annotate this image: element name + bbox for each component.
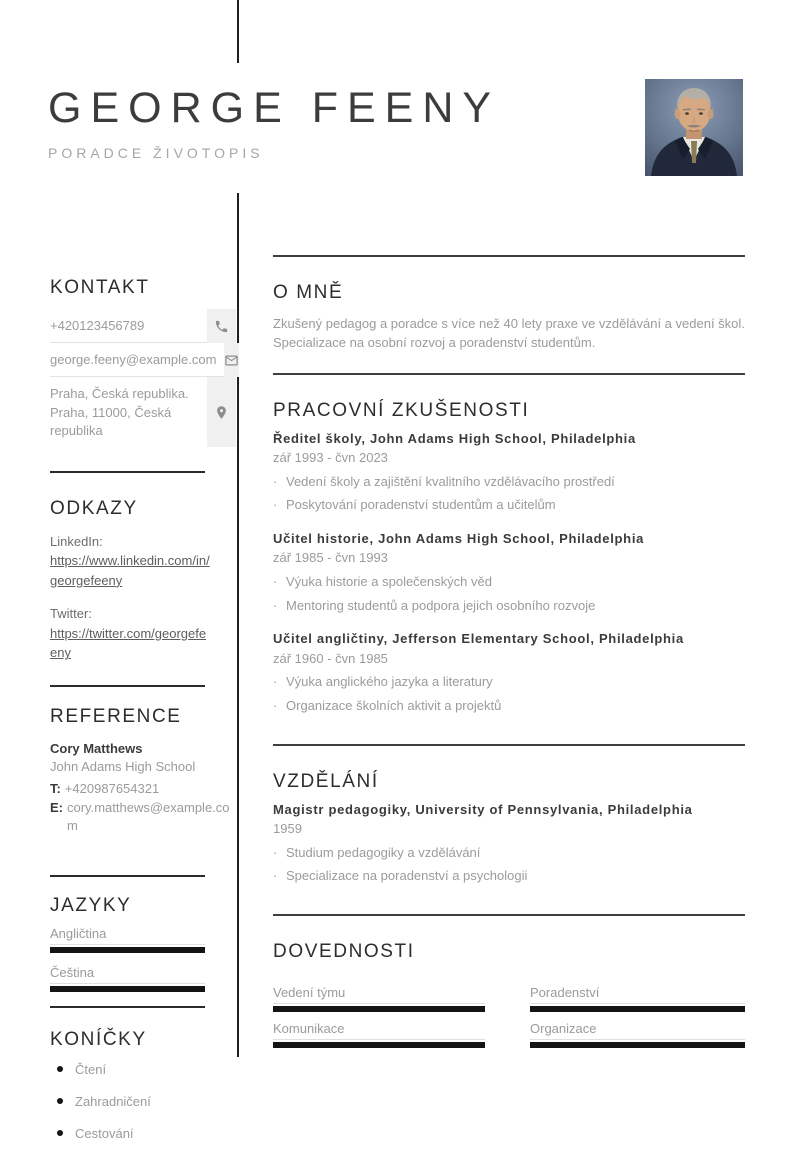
hobbies-heading: KONÍČKY [50,1028,147,1050]
job-title: Učitel angličtiny, Jefferson Elementary School, Philadelphia [273,631,684,647]
job-dates: zář 1985 - čvn 1993 [273,550,388,566]
twitter-label: Twitter: [50,606,92,622]
skill-level-bar [273,1042,485,1048]
bullet-dot-icon [57,1066,63,1072]
language-item [50,965,236,992]
profile-photo [645,79,743,176]
skills-heading: DOVEDNOSTI [273,940,415,962]
about-heading: O MNĚ [273,282,344,303]
header [48,84,608,161]
language-level-bar [50,947,205,953]
job-dates: zář 1960 - čvn 1985 [273,650,388,666]
job-bullet [273,597,745,615]
email-value: george.feeny@example.com [50,343,224,377]
reference-email-label: E: [50,799,63,815]
sidebar-section-divider [50,875,205,877]
degree-entry [273,803,745,885]
contact-row-address [50,377,236,447]
hobby-item [50,1126,236,1141]
reference-phone-value: +420987654321 [64,781,160,797]
sidebar-section-divider [50,471,205,473]
hobby-label: Cestování [75,1125,134,1141]
bullet-glyph: · [273,844,278,860]
languages-list [50,926,236,992]
twitter-link[interactable]: https://twitter.com/georgefeeny [50,625,207,661]
about-text: Zkušený pedagog a poradce s více než 40 lety praxe ve vzdělávání a vedení škol. Specializace na osobní rozvoj a poradenství studentům. [273,316,745,350]
job-title: Učitel historie, John Adams High School, Philadelphia [273,530,645,546]
skill-level-bar [530,1006,745,1012]
job-bullet-text: Výuka anglického jazyka a literatury [286,674,493,690]
main-section-divider [273,744,745,746]
degree-bullet [273,867,745,885]
education-heading: VZDĚLÁNÍ [273,770,379,792]
reference-email-row [50,799,236,835]
sidebar-section-divider [50,685,205,687]
contact-rows [50,309,236,447]
address-line-1: Praha, Česká republika. [50,386,189,402]
job-bullet [273,473,745,491]
job-bullet-text: Organizace školních aktivit a projektů [286,697,502,713]
skill-name: Vedení týmu [273,985,485,1004]
job-bullet [273,573,745,591]
job-bullet-text: Vedení školy a zajištění kvalitního vzdělávacího prostředí [286,473,615,489]
contact-heading: KONTAKT [50,277,150,298]
degree-bullet-text: Studium pedagogiky a vzdělávání [286,844,481,860]
phone-value: +420123456789 [50,309,207,343]
sidebar-section-divider [50,1006,205,1008]
main-column [273,255,745,1048]
reference-email-value: cory.matthews@example.com [67,799,230,833]
job-bullets [273,473,745,514]
linkedin-label: LinkedIn: [50,533,103,549]
links-section [50,497,236,663]
bullet-glyph: · [273,597,278,613]
bullet-glyph: · [273,574,278,590]
hobby-item [50,1062,236,1077]
bullet-dot-icon [57,1130,63,1136]
skill-item [530,985,745,1012]
job-bullet [273,697,745,715]
job-bullet-text: Poskytování poradenství studentům a učitelům [286,497,556,513]
skill-name: Organizace [530,1021,745,1040]
link-item-twitter [50,604,236,663]
hobby-label: Čtení [75,1061,107,1077]
hobbies-list [50,1062,236,1141]
bullet-glyph: · [273,473,278,489]
bullet-dot-icon [57,1098,63,1104]
main-section-divider [273,255,745,257]
job-bullet [273,673,745,691]
skill-level-bar [530,1042,745,1048]
links-heading: ODKAZY [50,497,138,519]
location-pin-icon [207,377,236,447]
job-bullets [273,573,745,614]
linkedin-link[interactable]: https://www.linkedin.com/in/georgefeeny [50,553,210,588]
candidate-name: GEORGE FEENY [48,84,501,132]
skill-name: Komunikace [273,1021,485,1040]
hobbies-section [50,1028,236,1141]
column-divider-line [237,193,239,1057]
link-item-linkedin [50,532,236,591]
top-divider-line [237,0,239,63]
experience-heading: PRACOVNÍ ZKUŠENOSTI [273,399,530,421]
profile-photo-illustration [645,79,743,176]
reference-section [50,705,236,835]
degree-bullets [273,844,745,885]
degree-dates: 1959 [273,820,302,836]
bullet-glyph: · [273,674,278,690]
main-section-divider [273,373,745,375]
contact-row-email [50,343,236,377]
contact-section [50,276,236,447]
reference-heading: REFERENCE [50,705,182,727]
job-dates: zář 1993 - čvn 2023 [273,449,388,465]
job-entry [273,532,745,614]
hobby-item [50,1094,236,1109]
skill-name: Poradenství [530,985,745,1004]
skill-level-bar [273,1006,485,1012]
job-bullet-text: Mentoring studentů a podpora jejich osobního rozvoje [286,597,596,613]
reference-phone-row [50,780,236,798]
main-section-divider [273,914,745,916]
reference-organization: John Adams High School [50,759,196,775]
address-line-2: Praha, 11000, Česká republika [50,404,172,438]
phone-icon [207,309,236,343]
degree-title: Magistr pedagogiky, University of Pennsylvania, Philadelphia [273,801,693,817]
email-icon [224,343,239,377]
links-list [50,532,236,663]
job-bullets [273,673,745,714]
skill-item [530,1021,745,1048]
candidate-job-title: PORADCE ŽIVOTOPIS [48,145,264,161]
job-entry [273,432,745,514]
skills-grid [273,985,745,1048]
education-section [273,770,745,885]
about-section [273,281,745,353]
language-name: Angličtina [50,926,205,945]
job-entry [273,632,745,714]
skill-item [273,985,485,1012]
address-value [50,377,207,447]
languages-heading: JAZYKY [50,894,132,916]
sidebar [50,276,236,1158]
job-bullet-text: Výuka historie a společenských věd [286,574,492,590]
language-level-bar [50,986,205,992]
bullet-glyph: · [273,697,278,713]
language-name: Čeština [50,965,205,984]
languages-section [50,894,236,992]
reference-phone-label: T: [50,781,61,797]
degree-bullet-text: Specializace na poradenství a psychologii [286,868,528,884]
job-bullet [273,496,745,514]
skill-item [273,1021,485,1048]
experience-section [273,399,745,715]
bullet-glyph: · [273,497,278,513]
language-item [50,926,236,953]
job-title: Ředitel školy, John Adams High School, Philadelphia [273,430,636,446]
degree-bullet [273,844,745,862]
contact-row-phone [50,309,236,343]
skills-section [273,940,745,1048]
reference-card [50,740,236,835]
bullet-glyph: · [273,868,278,884]
reference-name: Cory Matthews [50,740,143,756]
hobby-label: Zahradničení [75,1093,151,1109]
